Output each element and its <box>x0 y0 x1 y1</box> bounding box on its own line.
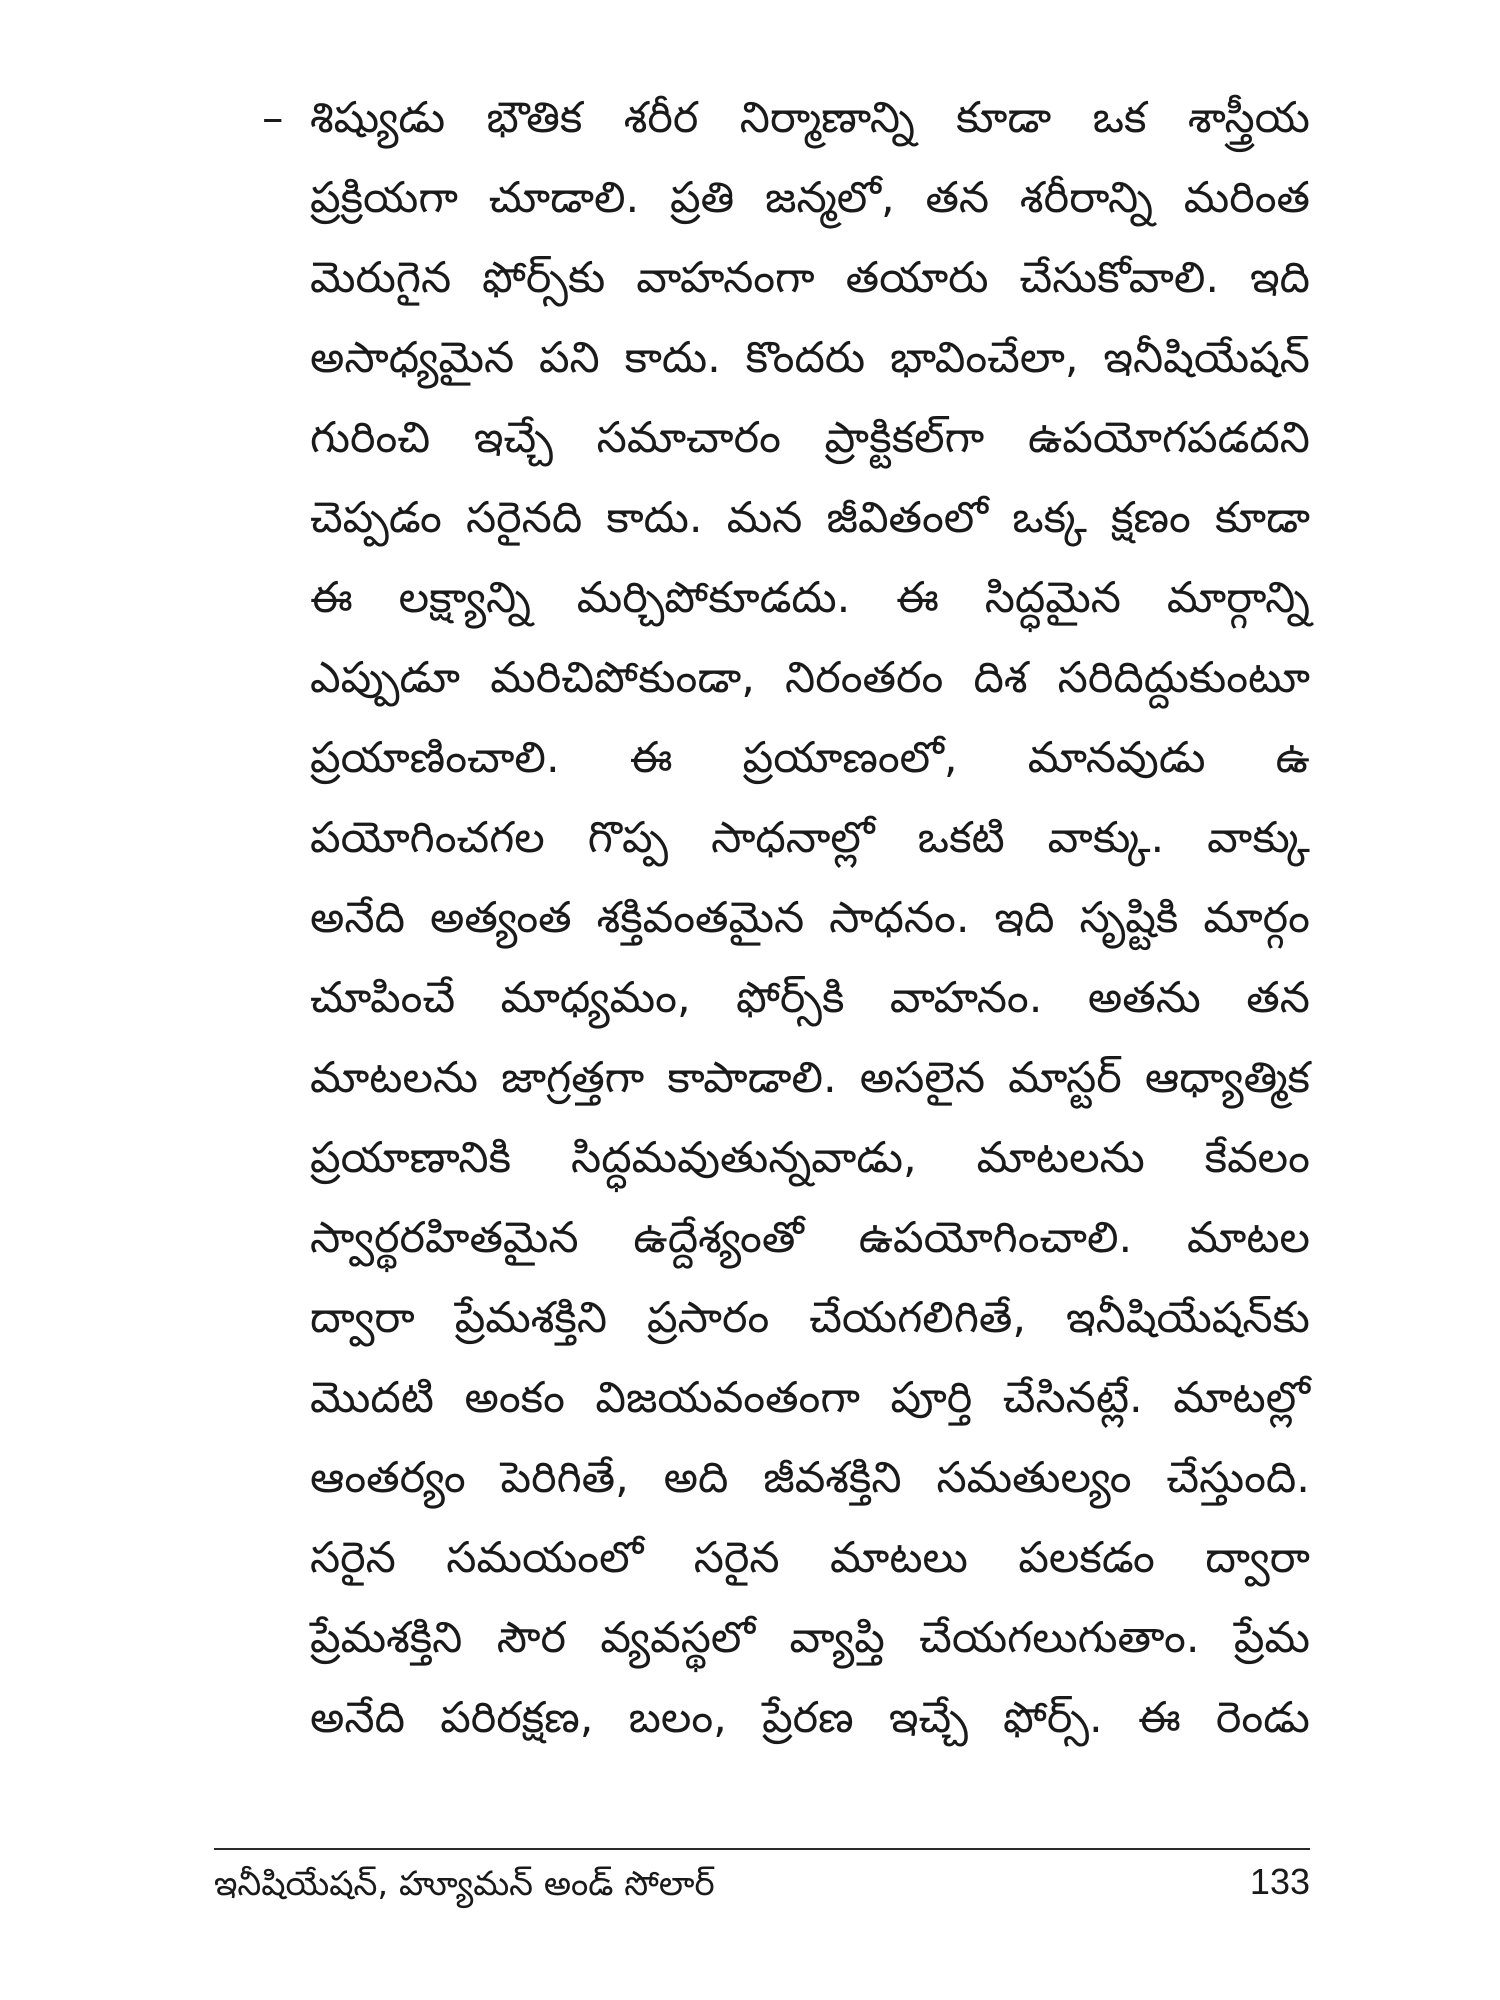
word: కొందరు <box>745 333 866 383</box>
text-line-6 <box>310 478 1310 558</box>
word: పయోగించగల <box>310 813 545 863</box>
word: చెప్పడం <box>310 493 442 543</box>
word: ప్రయాణానికి <box>310 1133 512 1183</box>
word: తన <box>925 173 990 223</box>
footer-rule <box>214 1848 1310 1850</box>
text-line-9 <box>310 718 1310 798</box>
word: మొదటి <box>310 1373 434 1423</box>
word: శక్తివంతమైన <box>596 893 805 943</box>
word: ఫోర్స్‌కి <box>736 973 845 1023</box>
word: ఈ <box>1137 1693 1181 1743</box>
word: ఉపయోగించాలి. <box>858 1213 1133 1263</box>
word: ఇనీషియేషన్‌కు <box>1066 1293 1310 1343</box>
page-number: 133 <box>1249 1861 1310 1902</box>
text-line-20 <box>310 1598 1310 1678</box>
word: సమతుల్యం <box>936 1453 1132 1503</box>
word: కూడా <box>1214 493 1310 543</box>
text-line-7 <box>310 558 1310 638</box>
word: ఉ <box>1275 733 1310 783</box>
text-line-5 <box>310 398 1310 478</box>
body-text <box>262 78 1310 1758</box>
word: చేసినట్లే. <box>1002 1373 1143 1423</box>
word: మాటలను <box>976 1133 1145 1183</box>
line-content <box>310 478 1310 558</box>
word: ఉద్దేశ్యంతో <box>633 1213 804 1263</box>
word: అది <box>663 1453 729 1503</box>
word: వ్యాప్తి <box>789 1613 885 1663</box>
text-line-1 <box>262 78 1310 158</box>
word: స్వార్థరహితమైన <box>310 1213 579 1263</box>
word: ఒక్క <box>1012 493 1087 543</box>
word: మన <box>726 493 803 543</box>
word: సరిదిద్దుకుంటూ <box>1057 653 1310 703</box>
line-content <box>310 798 1310 878</box>
word: సాధనాల్లో <box>711 813 875 863</box>
word: పలకడం <box>1018 1533 1155 1583</box>
text-line-18 <box>310 1438 1310 1518</box>
word: జాగ్రత్తగా <box>501 1053 645 1103</box>
word: ద్వారా <box>310 1293 415 1343</box>
word: మరిచిపోకుండా, <box>490 653 755 703</box>
word: వాహనంగా <box>636 253 815 303</box>
word: అసాధ్యమైన <box>310 333 515 383</box>
word: ప్రసారం <box>647 1293 770 1343</box>
word: ఇచ్చే <box>888 1693 968 1743</box>
word: కూడా <box>956 93 1052 143</box>
word: కాదు. <box>624 333 721 383</box>
word: ఆధ్యాత్మిక <box>1144 1053 1310 1103</box>
word: పని <box>538 333 600 383</box>
line-content <box>310 1038 1310 1118</box>
word: ప్రేమశక్తిని <box>310 1613 463 1663</box>
word: నిర్మాణాన్ని <box>739 93 915 143</box>
word: ప్రయాణించాలి. <box>310 733 560 783</box>
word: అనేది <box>310 893 405 943</box>
word: శరీర <box>623 93 699 143</box>
word: కాపాడాలి. <box>667 1053 837 1103</box>
word: నిరంతరం <box>785 653 944 703</box>
word: వాక్కు <box>1207 813 1310 863</box>
word: పరిరక్షణ, <box>440 1693 594 1743</box>
word: కాదు. <box>606 493 703 543</box>
text-line-3 <box>310 238 1310 318</box>
word: శిష్యుడు <box>310 93 446 143</box>
word: మరింత <box>1183 173 1310 223</box>
line-content <box>310 318 1310 398</box>
word: శాస్త్రీయ <box>1187 93 1310 143</box>
text-line-13 <box>310 1038 1310 1118</box>
text-line-16 <box>310 1278 1310 1358</box>
word: అత్యంత <box>429 893 572 943</box>
word: అతను <box>1087 973 1201 1023</box>
word: మానవుడు <box>1027 733 1206 783</box>
word: తన <box>1246 973 1310 1023</box>
word: ఇది <box>1249 253 1310 303</box>
word: సృష్టికి <box>1079 893 1179 943</box>
word: సౌర <box>496 1613 566 1663</box>
word: పూర్తి <box>890 1373 973 1423</box>
word: ప్రాక్టికల్‌గా <box>824 413 985 463</box>
word: జీవశక్తిని <box>763 1453 902 1503</box>
word: ఈ <box>629 733 673 783</box>
line-content <box>310 1598 1310 1678</box>
word: వ్యవస్థలో <box>600 1613 756 1663</box>
line-content <box>310 158 1310 238</box>
word: మార్గాన్ని <box>1166 573 1310 623</box>
word: దిశ <box>973 653 1028 703</box>
word: ప్రతి <box>670 173 735 223</box>
word: ప్రేమశక్తిని <box>454 1293 608 1343</box>
word: చూడాలి. <box>488 173 640 223</box>
text-line-10 <box>310 798 1310 878</box>
word: మాటలు <box>830 1533 968 1583</box>
word: తయారు <box>845 253 989 303</box>
word: ఇది <box>994 893 1055 943</box>
word: అసలైన <box>859 1053 986 1103</box>
word: ఇనీషియేషన్ <box>1103 333 1310 383</box>
word: చేయగలుగుతాం. <box>919 1613 1200 1663</box>
word: క్షణం <box>1111 493 1191 543</box>
word: మాటలను <box>310 1053 479 1103</box>
word: సిద్ధమవుతున్నవాడు, <box>571 1133 917 1183</box>
word: భౌతిక <box>486 93 583 143</box>
line-content <box>310 1118 1310 1198</box>
word: సాధనం. <box>829 893 970 943</box>
word: మెరుగైన <box>310 253 452 303</box>
text-line-2 <box>310 158 1310 238</box>
word: జీవితంలో <box>826 493 989 543</box>
word: భావించేలా, <box>890 333 1079 383</box>
text-line-15 <box>310 1198 1310 1278</box>
line-content <box>310 1518 1310 1598</box>
word: మర్చిపోకూడదు. <box>576 573 851 623</box>
word: ఫోర్స్. <box>1003 1693 1103 1743</box>
line-content <box>310 638 1310 718</box>
word: ప్రేరణ <box>762 1693 854 1743</box>
word: ప్రేమ <box>1233 1613 1310 1663</box>
line-content <box>310 1438 1310 1518</box>
line-content <box>310 558 1310 638</box>
word: వాహనం. <box>889 973 1043 1023</box>
text-line-11 <box>310 878 1310 958</box>
line-content <box>310 398 1310 478</box>
word: ఎప్పుడూ <box>310 653 461 703</box>
line-content <box>310 1358 1310 1438</box>
word: అనేది <box>310 1693 405 1743</box>
word: మాధ్యమం, <box>500 973 691 1023</box>
text-line-17 <box>310 1358 1310 1438</box>
line-content <box>310 958 1310 1038</box>
word: సమయంలో <box>446 1533 644 1583</box>
line-content <box>310 238 1310 318</box>
word: రెండు <box>1215 1693 1310 1743</box>
word: సమాచారం <box>596 413 781 463</box>
footer-book-title: ఇనీషియేషన్, హ్యూమన్ అండ్ సోలార్ <box>214 1864 715 1904</box>
text-line-19 <box>310 1518 1310 1598</box>
word: అంకం <box>464 1373 565 1423</box>
line-content <box>310 78 1310 158</box>
word: ఒకటి <box>917 813 1005 863</box>
word: కేవలం <box>1204 1133 1310 1183</box>
word: పెరిగితే, <box>500 1453 629 1503</box>
line-content <box>310 878 1310 958</box>
word: ఫోర్స్‌కు <box>482 253 606 303</box>
text-line-14 <box>310 1118 1310 1198</box>
word: చేస్తుంది. <box>1166 1453 1310 1503</box>
text-line-8 <box>310 638 1310 718</box>
word: మాటల <box>1187 1213 1310 1263</box>
word: ప్రయాణంలో, <box>742 733 958 783</box>
word: వాక్కు. <box>1047 813 1165 863</box>
bullet-dash: – <box>262 93 284 143</box>
text-line-4 <box>310 318 1310 398</box>
word: చేయగలిగితే, <box>809 1293 1027 1343</box>
word: మార్గం <box>1203 893 1310 943</box>
line-content <box>310 718 1310 798</box>
word: చూపించే <box>310 973 456 1023</box>
word: సిద్ధమైన <box>984 573 1121 623</box>
word: ఒక <box>1092 93 1147 143</box>
word: లక్ష్యాన్ని <box>398 573 531 623</box>
word: గొప్ప <box>587 813 669 863</box>
word: శరీరాన్ని <box>1019 173 1153 223</box>
word: బలం, <box>628 1693 727 1743</box>
word: ద్వారా <box>1205 1533 1310 1583</box>
word: విజయవంతంగా <box>595 1373 860 1423</box>
line-content <box>310 1678 1310 1758</box>
word: ఈ <box>896 573 939 623</box>
word: ఉపయోగపడదని <box>1027 413 1310 463</box>
word: మాస్టర్ <box>1008 1053 1122 1103</box>
line-content <box>310 1278 1310 1358</box>
line-content <box>310 1198 1310 1278</box>
word: చేసుకోవాలి. <box>1019 253 1220 303</box>
word: మాటల్లో <box>1173 1373 1310 1423</box>
word: సరైన <box>693 1533 780 1583</box>
word: ఆంతర్యం <box>310 1453 466 1503</box>
word: జన్మలో, <box>765 173 895 223</box>
text-line-12 <box>310 958 1310 1038</box>
word: ఇచ్చే <box>473 413 553 463</box>
text-line-21 <box>310 1678 1310 1758</box>
word: సరైన <box>310 1533 396 1583</box>
word: గురించి <box>310 413 431 463</box>
word: ఈ <box>310 573 353 623</box>
word: సరైనది <box>465 493 583 543</box>
word: ప్రక్రియగా <box>310 173 458 223</box>
